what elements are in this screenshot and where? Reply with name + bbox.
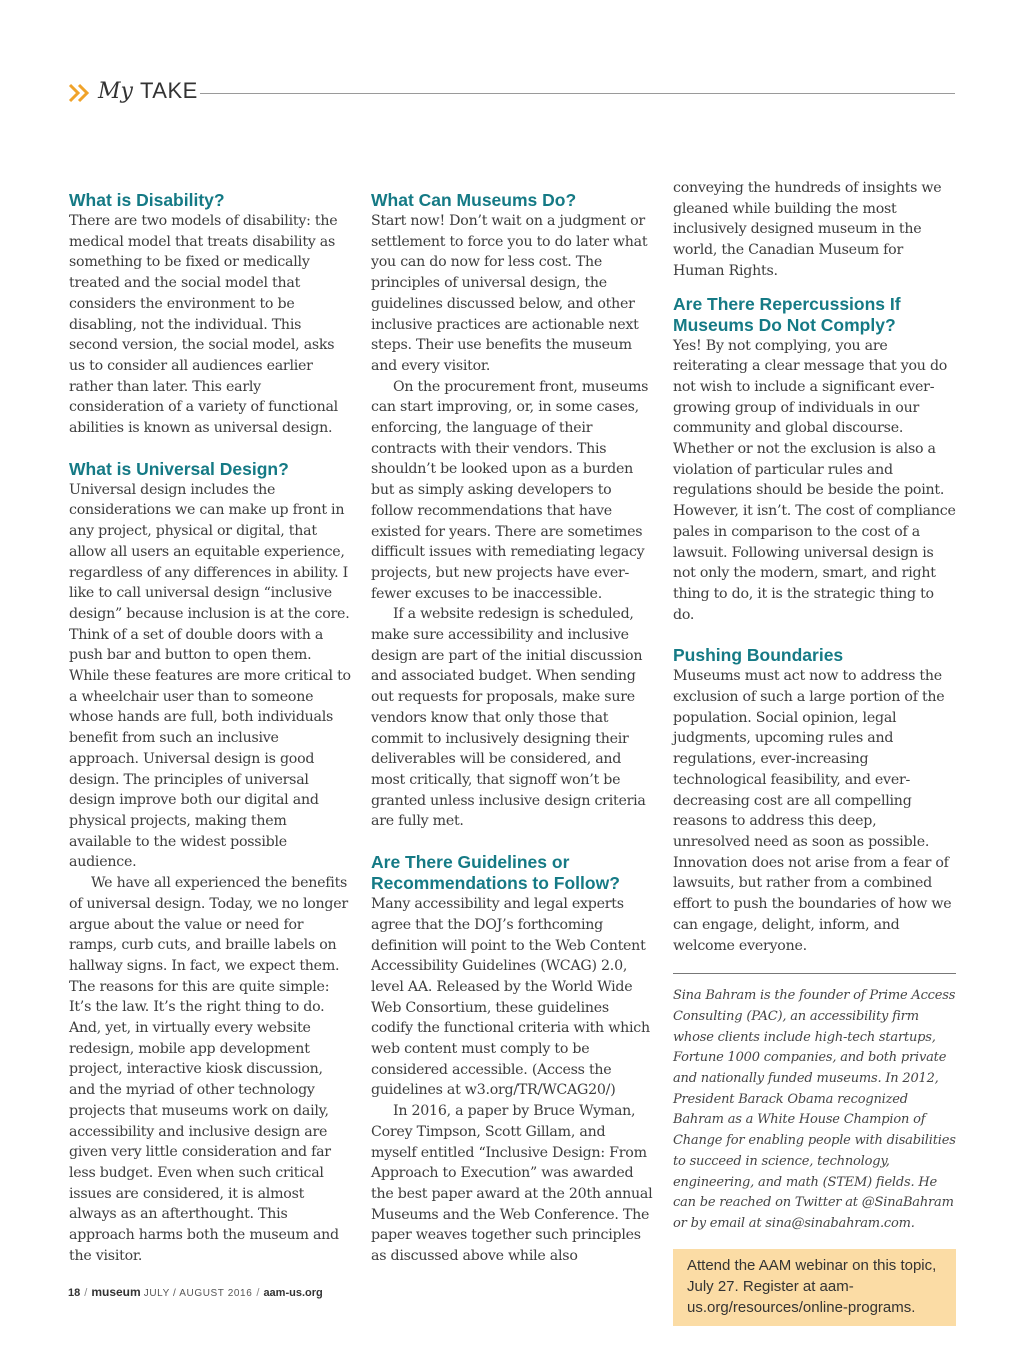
website-url: aam-us.org bbox=[263, 1287, 323, 1299]
body-paragraph: In 2016, a paper by Bruce Wyman, Corey Timpson, Scott Gillam, and myself entitled “Inclusive Design: From Approach to Execution” was awarded the best paper award at the 20th annual Museums and the Web Conference. The paper weaves together such principles as discussed above while also bbox=[371, 1103, 653, 1265]
body-paragraph: Many accessibility and legal experts agree that the DOJ’s forthcoming definition will point to the Web Content Accessibility Guidelines (WCAG) 2.0, level AA. Released by the World Wide Web Consortium, these guidelines codify the functional criteria with which web content must comply to be considered accessible. (Access the guidelines at w3.org/TR/WCAG20/) bbox=[371, 896, 650, 1099]
spacer bbox=[673, 282, 956, 294]
magazine-name: museum bbox=[91, 1285, 141, 1299]
section-heading: Are There Repercussions If Museums Do Not Comply? bbox=[673, 293, 901, 335]
article-column-2 bbox=[371, 190, 654, 1267]
header-rule bbox=[200, 93, 955, 94]
page-footer bbox=[68, 1285, 323, 1299]
section-heading: What Can Museums Do? bbox=[371, 190, 577, 210]
body-paragraph: Yes! By not complying, you are reiterating a clear message that you do not wish to include a significant ever-growing group of individuals in our community and global discourse. Whether or not the exclusion is also a violation of particular rules and regulations should be beside the point. However, it isn’t. The cost of compliance pales in comparison to the cost of a lawsuit. Following universal design is not only the modern, smart, and right thing to do, it is the strategic thing to do. bbox=[673, 337, 956, 623]
page-number: 18 bbox=[68, 1287, 81, 1299]
issue-date: JULY / AUGUST 2016 bbox=[143, 1288, 253, 1299]
section-heading: What is Disability? bbox=[69, 190, 225, 210]
article-column-3 bbox=[673, 178, 956, 1326]
section-heading: Pushing Boundaries bbox=[673, 645, 844, 666]
section-title-my: My bbox=[98, 79, 133, 104]
body-paragraph: conveying the hundreds of insights we gleaned while building the most inclusively designed museum in the world, the Canadian Museum for Human Rights. bbox=[673, 180, 942, 279]
bio-divider bbox=[673, 973, 956, 974]
section-title-take: TAKE bbox=[139, 78, 198, 103]
article-column-1 bbox=[69, 190, 352, 1266]
section-heading: Are There Guidelines or Recommendations to Follow? bbox=[371, 852, 620, 894]
body-paragraph: Museums must act now to address the exclusion of such a large portion of the population. Social opinion, legal judgments, upcoming rules and regulations, ever-increasing technological feasibility, and ever-decreasing cost are all compelling reasons to address this deep, unresolved need as soon as possible. Innovation does not arise from a fear of lawsuits, but rather from a combined effort to push the boundaries of how we can engage, delight, inform, and welcome everyone. bbox=[673, 668, 952, 954]
section-title bbox=[98, 78, 198, 104]
footer-separator: / bbox=[256, 1287, 260, 1299]
body-paragraph: Universal design includes the considerations we can make up front in any project, physical or digital, that allow all users an equitable experience, regardless of any differences in ability. I like to call universal design “inclusive design” because inclusion is at the core. Think of a set of double doors with a push bar and button to open them. While these features are more critical to a wheelchair user than to someone whose hands are full, both individuals benefit from such an inclusive approach. Universal design is good design. The principles of universal design improve both our digital and physical projects, making them available to the widest possible audience. bbox=[69, 481, 351, 871]
section-heading: What is Universal Design? bbox=[69, 458, 289, 479]
footer-separator: / bbox=[84, 1287, 88, 1299]
spacer bbox=[673, 625, 956, 645]
body-paragraph: We have all experienced the benefits of universal design. Today, we no longer argue about the value or need for ramps, curb cuts, and braille labels on hallway signs. In fact, we expect them. The reasons for this are quite simple: It’s the law. It’s the right thing to do. And, yet, in virtually every website redesign, mobile app development project, interactive kiosk discussion, and the myriad of other technology projects that museums work on daily, accessibility and inclusive design are given very little consideration and far less budget. Even when such critical issues are considered, it is almost always as an afterthought. This approach harms both the museum and the visitor. bbox=[69, 875, 348, 1264]
webinar-promo-box: Attend the AAM webinar on this topic, July 27. Register at aam-us.org/resources/online-programs. bbox=[673, 1249, 956, 1326]
section-header bbox=[68, 79, 955, 107]
author-bio: Sina Bahram is the founder of Prime Access Consulting (PAC), an accessibility firm whose clients include high-tech startups, Fortune 1000 companies, and both private and nationally funded museums. In 2012, President Barack Obama recognized Bahram as a White House Champion of Change for enabling people with disabilities to succeed in science, technology, engineering, and math (STEM) fields. He can be reached on Twitter at @SinaBahram or by email at sina@sinabahram.com. bbox=[673, 988, 956, 1231]
double-chevron-icon bbox=[68, 83, 92, 103]
body-paragraph: There are two models of disability: the medical model that treats disability as something to be fixed or medically treated and the social model that considers the environment to be disabling, not the individual. This second version, the social model, asks us to consider all audiences earlier rather than later. This early consideration of a variety of functional abilities is known as universal design. bbox=[69, 213, 338, 437]
body-paragraph: If a website redesign is scheduled, make sure accessibility and inclusive design are part of the initial discussion and associated budget. When sending out requests for proposals, make sure vendors know that only those that commit to inclusively designing their deliverables will be considered, and most critically, that signoff won’t be granted unless inclusive design criteria are fully met. bbox=[371, 606, 646, 830]
spacer bbox=[371, 832, 654, 852]
spacer bbox=[69, 439, 352, 459]
body-paragraph: Start now! Don’t wait on a judgment or settlement to force you to do later what you can do now for less cost. The principles of universal design, the guidelines discussed below, and other inclusive practices are actionable next steps. Their use benefits the museum and every visitor. bbox=[371, 213, 648, 374]
column-3-body bbox=[673, 178, 956, 956]
body-paragraph: On the procurement front, museums can start improving, or, in some cases, enforcing, the language of their contracts with their vendors. This shouldn’t be looked upon as a burden but as simply asking developers to follow recommendations that have existed for years. There are sometimes difficult issues with remediating legacy projects, but new projects have ever-fewer excuses to be inaccessible. bbox=[371, 378, 649, 602]
